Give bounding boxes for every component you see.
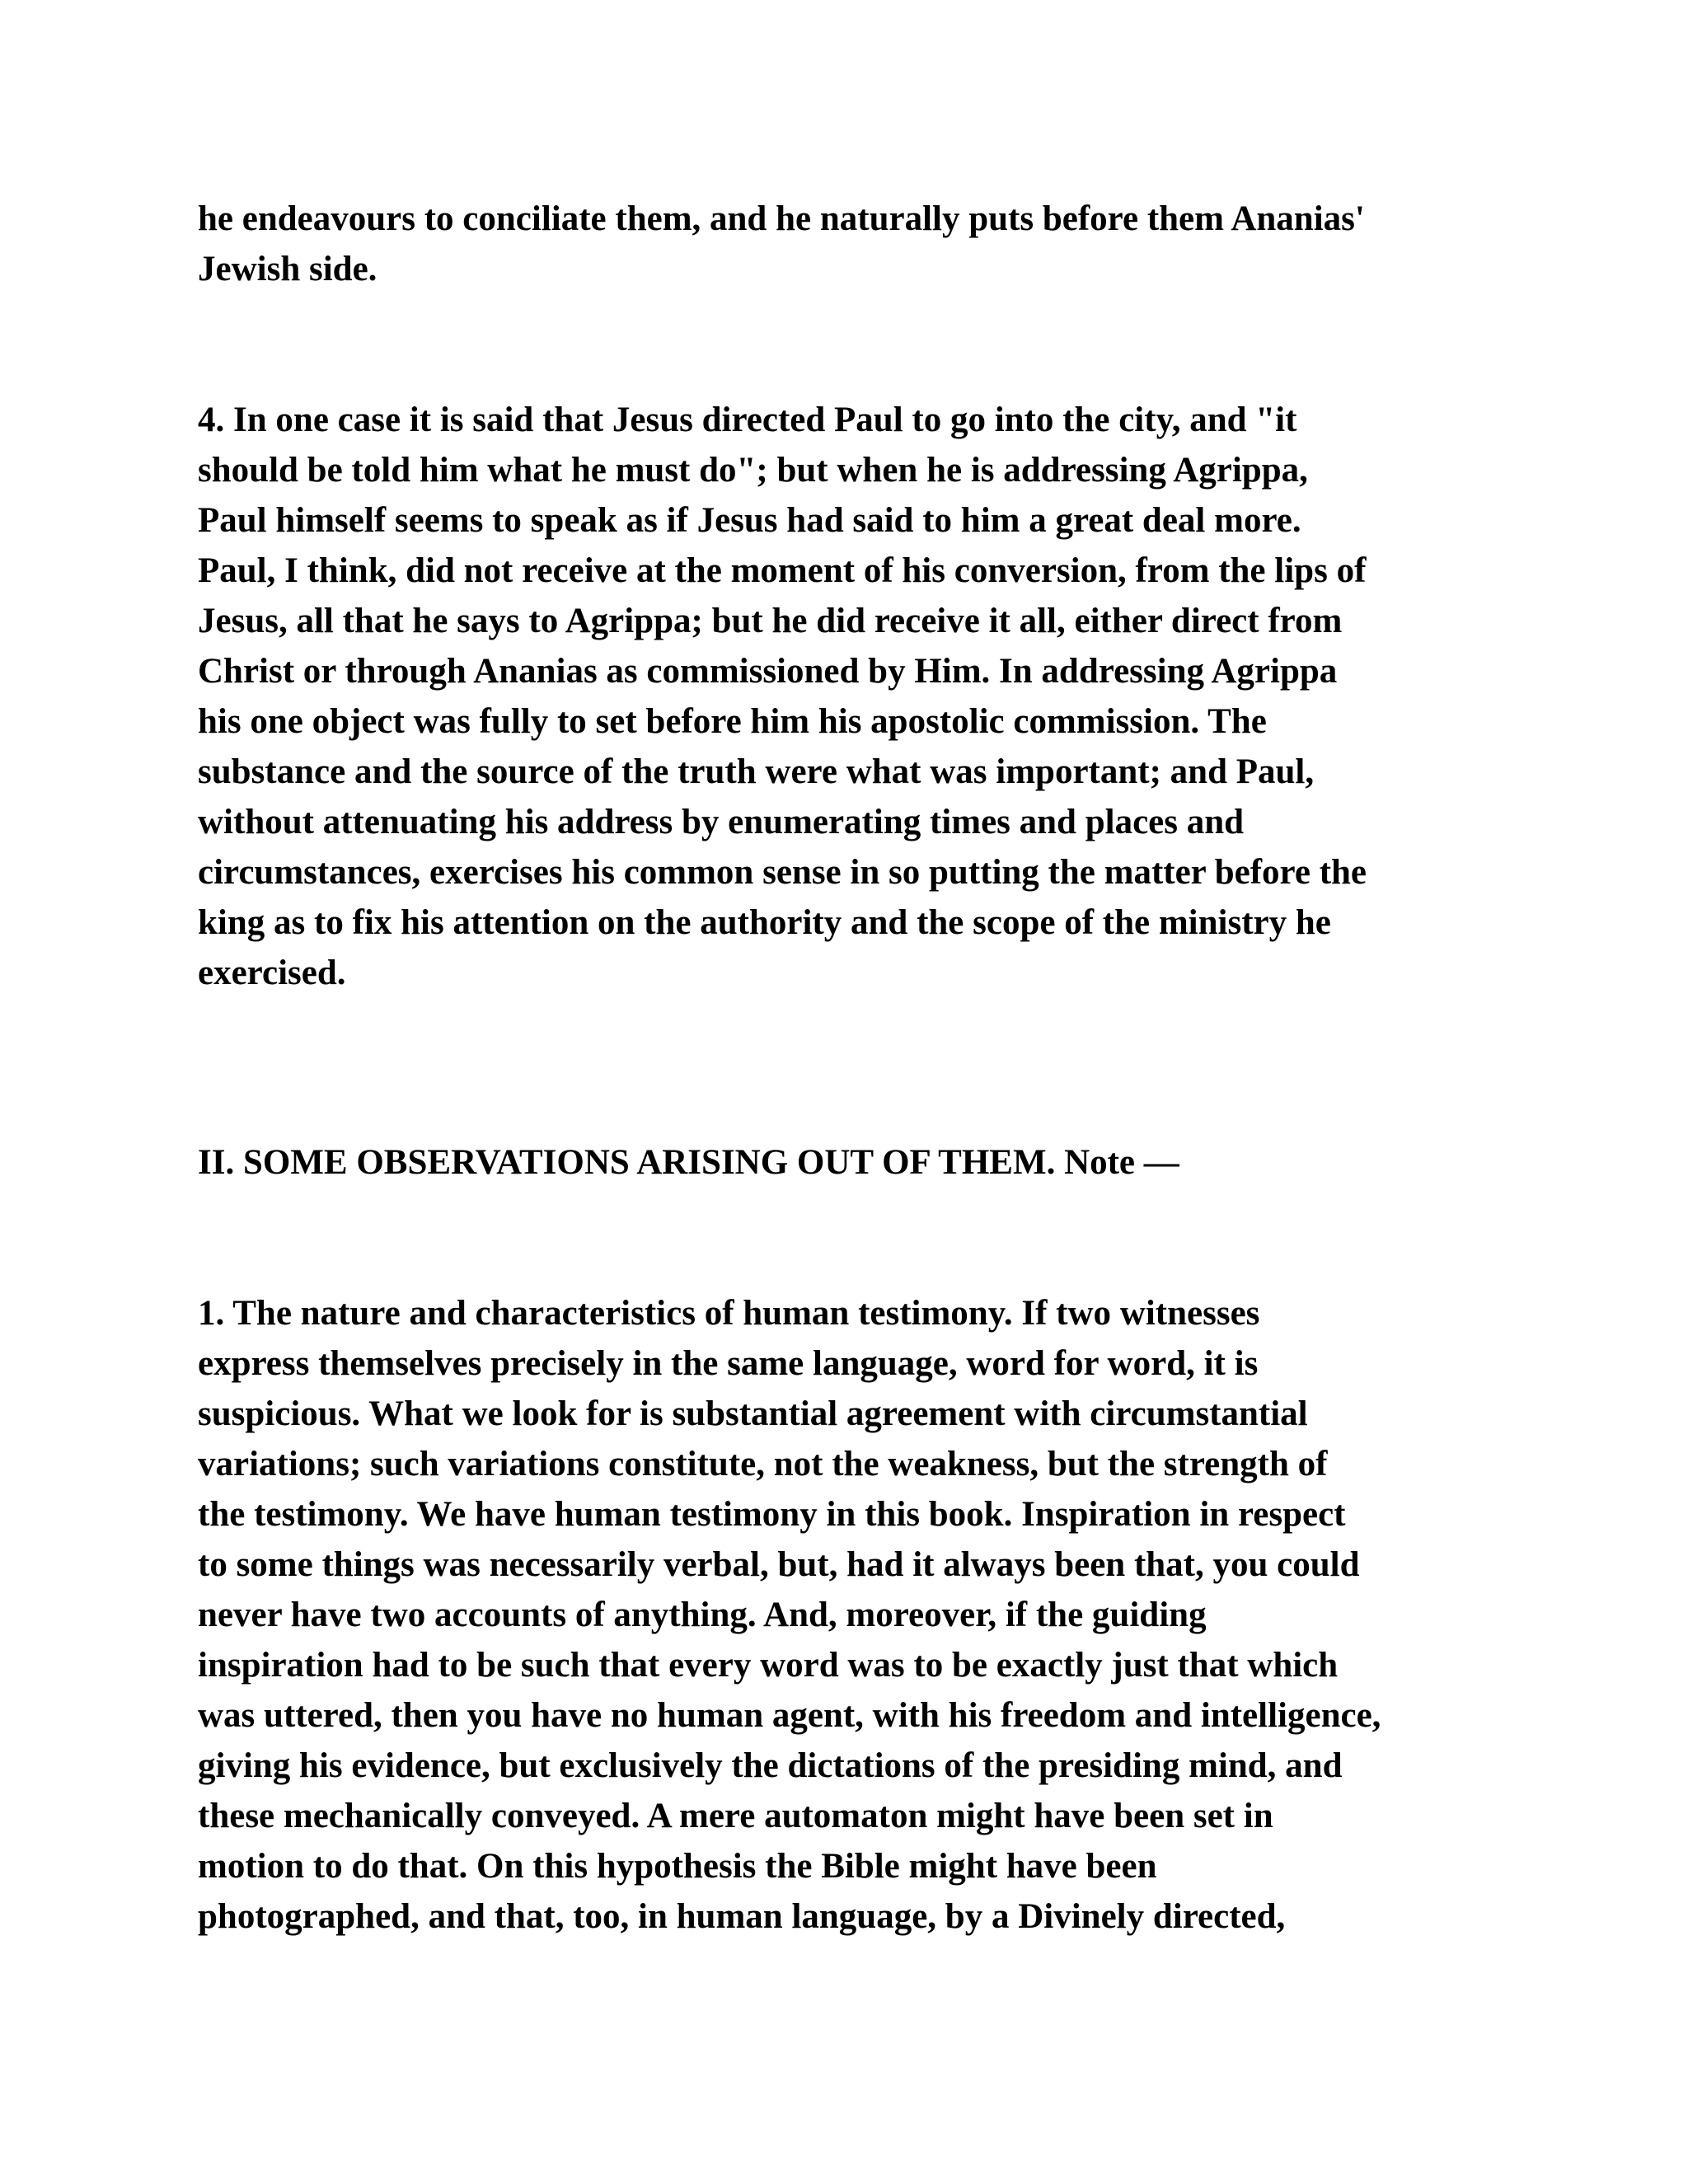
text-line: inspiration had to be such that every word was to be exactly just that which bbox=[198, 1646, 1339, 1685]
text-line: 4. In one case it is said that Jesus directed Paul to go into the city, and "it bbox=[198, 401, 1297, 439]
text-line: exercised. bbox=[198, 954, 346, 992]
text-line: his one object was fully to set before him his apostolic commission. The bbox=[198, 702, 1267, 741]
text-line: he endeavours to conciliate them, and he naturally puts before them Ananias' bbox=[198, 199, 1365, 238]
text-line: Christ or through Ananias as commissioned by Him. In addressing Agrippa bbox=[198, 652, 1338, 691]
text-line: king as to fix his attention on the authority and the scope of the ministry he bbox=[198, 903, 1331, 942]
paragraph-point-4 bbox=[198, 395, 1517, 998]
text-line: giving his evidence, but exclusively the dictations of the presiding mind, and bbox=[198, 1746, 1343, 1785]
text-line: variations; such variations constitute, not the weakness, but the strength of bbox=[198, 1445, 1328, 1483]
text-line: without attenuating his address by enumerating times and places and bbox=[198, 803, 1245, 841]
text-line: suspicious. What we look for is substantial agreement with circumstantial bbox=[198, 1394, 1308, 1433]
section-heading bbox=[198, 1137, 1517, 1188]
text-line: should be told him what he must do"; but when he is addressing Agrippa, bbox=[198, 451, 1308, 490]
text-line: circumstances, exercises his common sense in so putting the matter before the bbox=[198, 853, 1367, 892]
paragraph-point-1 bbox=[198, 1288, 1517, 1942]
paragraph-continuation bbox=[198, 194, 1517, 294]
text-line: never have two accounts of anything. And, moreover, if the guiding bbox=[198, 1596, 1207, 1634]
text-line: express themselves precisely in the same language, word for word, it is bbox=[198, 1344, 1259, 1383]
text-line: Paul himself seems to speak as if Jesus had said to him a great deal more. bbox=[198, 501, 1301, 540]
text-line: to some things was necessarily verbal, but, had it always been that, you could bbox=[198, 1545, 1360, 1584]
text-line: photographed, and that, too, in human language, by a Divinely directed, bbox=[198, 1897, 1286, 1936]
text-line: Jewish side. bbox=[198, 250, 377, 288]
text-line: Paul, I think, did not receive at the moment of his conversion, from the lips of bbox=[198, 551, 1367, 590]
text-line: Jesus, all that he says to Agrippa; but he did receive it all, either direct from bbox=[198, 602, 1343, 640]
text-line: substance and the source of the truth were what was important; and Paul, bbox=[198, 752, 1315, 791]
heading-line: II. SOME OBSERVATIONS ARISING OUT OF THEM. Note — bbox=[198, 1143, 1179, 1182]
text-line: 1. The nature and characteristics of human testimony. If two witnesses bbox=[198, 1294, 1260, 1333]
text-line: these mechanically conveyed. A mere automaton might have been set in bbox=[198, 1797, 1273, 1835]
text-line: the testimony. We have human testimony in this book. Inspiration in respect bbox=[198, 1495, 1346, 1534]
text-line: motion to do that. On this hypothesis the Bible might have been bbox=[198, 1847, 1157, 1886]
text-line: was uttered, then you have no human agent, with his freedom and intelligence, bbox=[198, 1696, 1381, 1735]
